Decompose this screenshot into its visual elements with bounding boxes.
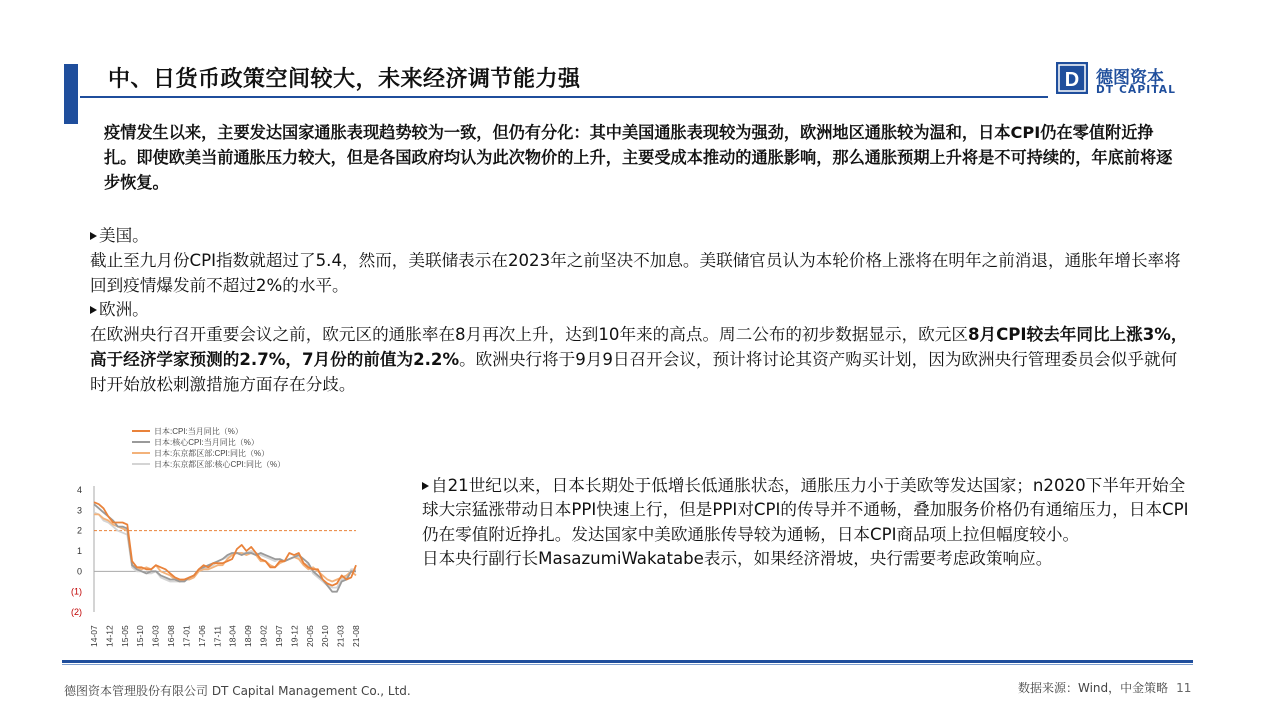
x-tick-label: 18-09 bbox=[243, 625, 254, 647]
x-tick-label: 17-01 bbox=[181, 625, 192, 647]
series-line bbox=[94, 504, 356, 592]
x-tick-label: 17-06 bbox=[196, 625, 207, 647]
bullet-triangle-icon bbox=[90, 232, 97, 240]
eu-paragraph bbox=[90, 323, 1190, 397]
legend-label: 日本:东京都区部:核心CPI:同比（%） bbox=[154, 460, 286, 469]
legend-label: 日本:CPI:当月同比（%） bbox=[154, 427, 243, 436]
legend-label: 日本:东京都区部:CPI:同比（%） bbox=[154, 449, 270, 458]
x-tick-label: 14-12 bbox=[104, 625, 115, 647]
x-tick-label: 14-07 bbox=[89, 625, 99, 647]
x-tick-label: 16-08 bbox=[166, 625, 177, 647]
dt-capital-logo bbox=[1056, 62, 1182, 98]
us-heading-line bbox=[90, 224, 1190, 249]
japan-para1: 自21世纪以来，日本长期处于低增长低通胀状态，通胀压力小于美欧等发达国家；n2020下半年开始全球大宗猛涨带动日本PPI快速上行，但是PPI对CPI的传导并不通畅，叠加服务价格仍有通缩压力，日本CPI仍在零值附近挣扎。发达国家中美欧通胀传导较为通畅，日本CPI商品项上拉但幅度较小。 bbox=[422, 476, 1189, 544]
y-tick-label: 0 bbox=[76, 566, 82, 577]
summary-paragraph: 疫情发生以来，主要发达国家通胀表现趋势较为一致，但仍有分化：其中美国通胀表现较为强劲，欧洲地区通胀较为温和，日本CPI仍在零值附近挣扎。即使欧美当前通胀压力较大，但是各国政府均认为此次物价的上升，主要受成本推动的通胀影响，那么通胀预期上升将是不可持续的，年底前将逐步恢复。 bbox=[104, 123, 1173, 192]
logo-english-name: DT CAPITAL bbox=[1096, 84, 1177, 96]
x-tick-label: 15-05 bbox=[119, 625, 130, 647]
y-tick-label: (1) bbox=[71, 586, 82, 597]
dt-logo-letter: D bbox=[1064, 69, 1080, 91]
y-tick-label: 3 bbox=[76, 505, 82, 516]
x-tick-label: 19-12 bbox=[289, 625, 300, 647]
region-notes bbox=[90, 224, 1190, 398]
x-tick-label: 16-03 bbox=[150, 625, 161, 647]
japan-cpi-chart bbox=[62, 420, 382, 650]
japan-para1-line bbox=[422, 474, 1192, 547]
y-tick-label: 4 bbox=[76, 485, 82, 495]
x-tick-label: 19-02 bbox=[258, 625, 269, 647]
y-tick-label: 1 bbox=[76, 546, 82, 556]
title-underline bbox=[80, 96, 1048, 98]
eu-text-part1: 在欧洲央行召开重要会议之前，欧元区的通胀率在8月再次上升，达到10年来的高点。周二公布的初步数据显示，欧元区 bbox=[90, 325, 968, 345]
footer-source bbox=[1018, 679, 1191, 696]
eu-text-bold: 8月CPI较去年同比上涨3%，高于经济学家预测的2.7%，7月份的前值为2.2% bbox=[90, 325, 1188, 369]
page-number: 11 bbox=[1176, 681, 1192, 695]
y-tick-label: (2) bbox=[71, 607, 82, 617]
bullet-triangle-icon bbox=[422, 482, 429, 490]
us-heading: 美国。 bbox=[99, 226, 149, 245]
eu-text-part2: 。欧洲央行将于9月9日召开会议，预计将讨论其资产购买计划，因为欧洲央行管理委员会似乎就何时开始放松刺激措施方面存在分歧。 bbox=[90, 349, 1178, 394]
x-tick-label: 21-03 bbox=[335, 625, 346, 647]
eu-heading: 欧洲。 bbox=[99, 300, 149, 320]
footer-rule-thin bbox=[62, 664, 1193, 665]
footer-rule bbox=[62, 660, 1193, 663]
legend-label: 日本:核心CPI:当月同比（%） bbox=[154, 438, 259, 447]
title-accent-bar bbox=[64, 64, 78, 124]
x-tick-label: 19-07 bbox=[273, 625, 284, 647]
x-tick-label: 18-04 bbox=[227, 625, 238, 647]
footer-source-text: 数据来源：Wind，中金策略 bbox=[1018, 681, 1169, 695]
y-tick-label: 2 bbox=[76, 525, 82, 536]
slide-title: 中、日货币政策空间较大，未来经济调节能力强 bbox=[108, 67, 581, 92]
x-tick-label: 21-08 bbox=[351, 625, 361, 647]
series-line bbox=[94, 502, 356, 585]
x-tick-label: 15-10 bbox=[135, 625, 146, 647]
x-tick-label: 20-10 bbox=[320, 625, 331, 647]
eu-heading-line bbox=[90, 298, 1190, 323]
x-tick-label: 17-11 bbox=[212, 625, 223, 647]
us-text: 截止至九月份CPI指数就超过了5.4，然而，美联储表示在2023年之前坚决不加息。美联储官员认为本轮价格上涨将在明年之前消退，通胀年增长率将回到疫情爆发前不超过2%的水平。 bbox=[90, 250, 1181, 295]
japan-notes bbox=[422, 474, 1192, 572]
japan-para2: 日本央行副行长MasazumiWakatabe表示，如果经济滑坡，央行需要考虑政策响应。 bbox=[422, 549, 1053, 569]
footer-company: 德图资本管理股份有限公司 DT Capital Management Co., Ltd. bbox=[64, 684, 411, 698]
logo-chinese-name: 德图资本 bbox=[1096, 68, 1164, 88]
bullet-triangle-icon bbox=[90, 306, 97, 314]
dt-logo-icon bbox=[1056, 62, 1088, 94]
x-tick-label: 20-05 bbox=[304, 625, 315, 647]
series-line bbox=[94, 512, 356, 587]
